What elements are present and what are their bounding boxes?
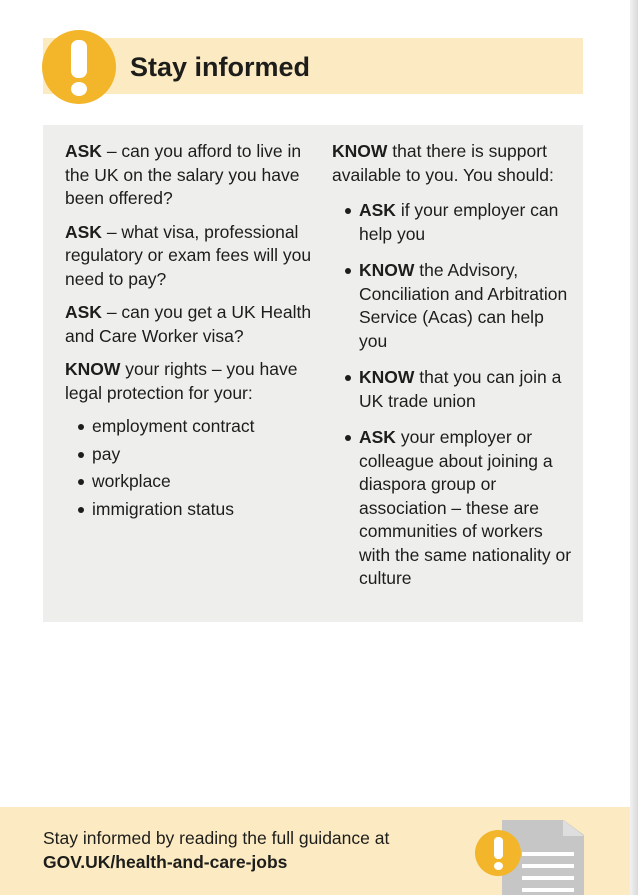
lead-word: KNOW (65, 359, 121, 379)
info-panel (43, 125, 583, 622)
exclamation-icon (42, 30, 116, 104)
list-item (332, 199, 572, 246)
document-line (522, 864, 574, 868)
list-item: workplace (65, 470, 315, 494)
list-item: employment contract (65, 415, 315, 439)
paragraph-text: – what visa, professional regulatory or exam fees will you need to pay? (65, 221, 312, 289)
document-line (522, 876, 574, 880)
paragraph-text: – can you get a UK Health and Care Worker visa? (65, 302, 312, 346)
paragraph-ask-afford (65, 140, 315, 211)
lead-word: KNOW (332, 141, 388, 161)
list-item-text: the Advisory, Conciliation and Arbitration Service (Acas) can help you (359, 260, 568, 351)
rights-list (65, 415, 315, 521)
paragraph-know-support (332, 140, 572, 187)
page-edge-shadow (630, 0, 638, 895)
list-item: immigration status (65, 498, 315, 522)
list-item (332, 366, 572, 413)
paragraph-text: – can you afford to live in the UK on the salary you have been offered? (65, 141, 302, 208)
list-item-text: if your employer can help you (359, 200, 559, 244)
list-item-text: that you can join a UK trade union (359, 367, 562, 411)
left-column (65, 140, 315, 525)
footer-text-block (43, 826, 389, 874)
lead-word: ASK (359, 427, 396, 447)
exclamation-bar (494, 837, 503, 859)
exclamation-icon (475, 830, 521, 876)
header-band (43, 38, 583, 94)
lead-word: ASK (65, 302, 102, 322)
page-title: Stay informed (130, 52, 311, 82)
paragraph-ask-visa (65, 301, 315, 348)
lead-word: ASK (359, 200, 396, 220)
exclamation-dot (494, 862, 503, 870)
lead-word: KNOW (359, 260, 415, 280)
document-line (522, 888, 574, 892)
list-item-text: your employer or colleague about joining a diaspora group or association – these are communities of workers with the same nationality or culture (359, 427, 572, 588)
list-item (332, 426, 572, 591)
document-line (522, 852, 574, 856)
list-item (332, 259, 572, 353)
support-list (332, 199, 572, 591)
exclamation-bar (71, 40, 87, 78)
lead-word: ASK (65, 221, 102, 242)
footer (0, 807, 630, 895)
footer-text: Stay informed by reading the full guidance at (43, 828, 390, 848)
guidance-link[interactable]: GOV.UK/health-and-care-jobs (43, 852, 288, 872)
paragraph-ask-fees (65, 221, 315, 292)
lead-word: KNOW (359, 367, 415, 387)
lead-word: ASK (65, 141, 102, 161)
paragraph-know-rights (65, 358, 315, 405)
paragraph-text: your rights – you have legal protection for your: (65, 359, 298, 403)
list-item: pay (65, 443, 315, 467)
right-column (332, 140, 572, 604)
exclamation-dot (71, 82, 87, 96)
paragraph-text: that there is support available to you. You should: (332, 141, 554, 185)
